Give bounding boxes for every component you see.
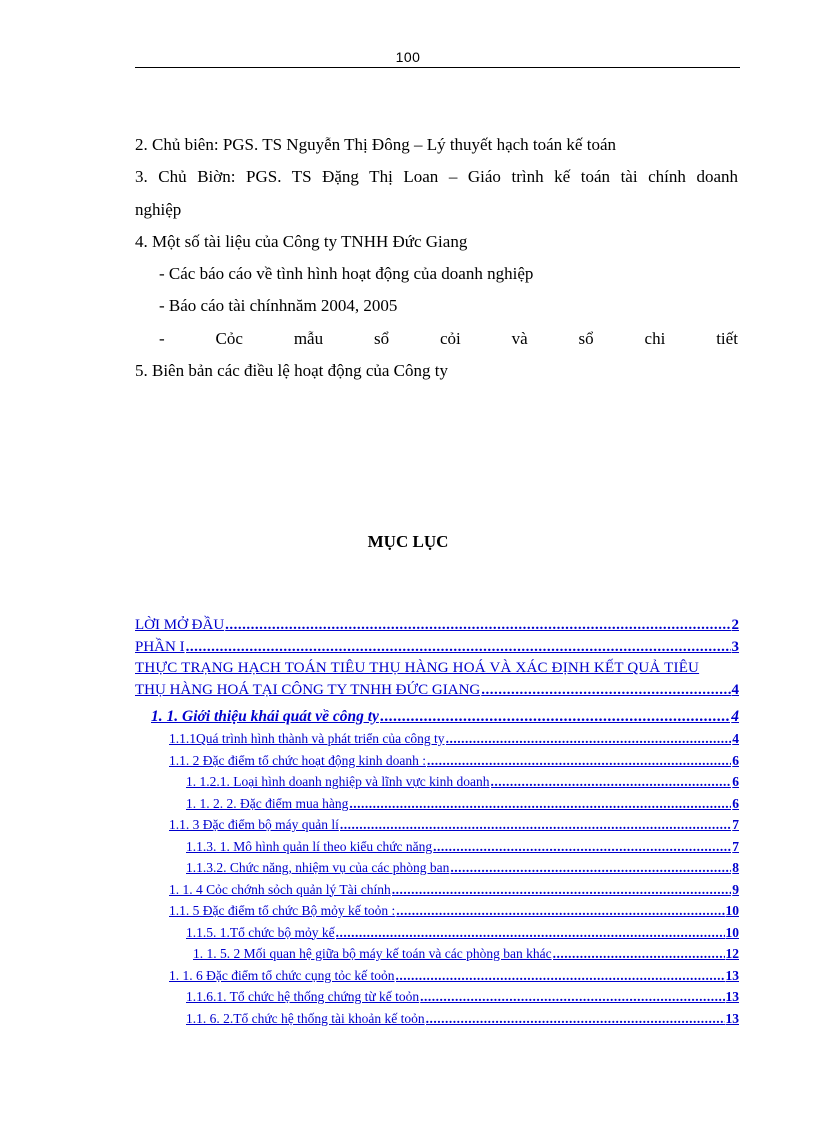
toc-entry-1-1-5-2[interactable] — [135, 946, 739, 968]
toc-leader-dots — [481, 682, 730, 699]
word: chi — [644, 328, 666, 348]
toc-leader-dots — [349, 796, 731, 812]
toc-entry-text: 1.1. 2 Đặc điểm tổ chức hoạt động kinh doanh : — [169, 752, 427, 768]
toc-entry-text: 1.1.1Quá trình hình thành và phát triển của công ty — [169, 731, 445, 746]
toc-entry-page: 4 — [731, 681, 739, 698]
toc-entry-1-1-6-1[interactable] — [135, 989, 739, 1011]
toc-entry-page: 6 — [732, 795, 739, 811]
reference-item-5: 5. Biên bản các điều lệ hoạt động của Công ty — [135, 361, 448, 381]
header-rule — [135, 67, 740, 68]
word: và — [511, 328, 528, 348]
toc-entry-page: 13 — [725, 967, 739, 983]
reference-item-3-line-1: 3. Chủ Biờn: PGS. TS Đặng Thị Loan – Giáo trình kế toán tài chính doanh — [135, 167, 738, 187]
toc-leader-dots — [396, 903, 724, 919]
word: mẫu — [293, 328, 324, 348]
toc-entry-page: 10 — [725, 903, 739, 918]
toc-leader-dots — [433, 839, 731, 855]
toc-entry-page: 13 — [725, 989, 739, 1004]
toc-leader-dots — [446, 731, 732, 747]
toc-entry-1-1-6[interactable] — [135, 968, 739, 990]
toc-entry-phan-i[interactable] — [135, 639, 739, 661]
toc-leader-dots — [450, 860, 731, 876]
toc-leader-dots — [553, 946, 725, 962]
toc-entry-text: 1. 1. 2. 2. Đặc điểm mua hàng — [186, 795, 349, 811]
toc-entry-1-1-3-2[interactable] — [135, 860, 739, 882]
reference-item-2: 2. Chủ biên: PGS. TS Nguyễn Thị Đông – Lý thuyết hạch toán kế toán — [135, 135, 616, 154]
word: sổ — [578, 328, 594, 348]
toc-entry-page: 12 — [725, 946, 739, 961]
toc-entry-page: 10 — [725, 924, 739, 940]
toc-entry-text: 1. 1. 6 Đặc điểm tổ chức cụng tỏc kế toỏn — [169, 967, 395, 983]
toc-entry-text: THỤ HÀNG HOÁ TẠI CÔNG TY TNHH ĐỨC GIANG — [135, 681, 481, 698]
toc-entry-text: PHẦN I — [135, 638, 185, 655]
reference-item-4: 4. Một số tài liệu của Công ty TNHH Đức Giang — [135, 231, 468, 251]
toc-entry-1-1-6-2[interactable] — [135, 1011, 739, 1033]
toc-leader-dots — [426, 1011, 725, 1027]
toc-entry-page: 7 — [732, 838, 739, 854]
toc-entry-text: 1.1. 5 Đặc điểm tổ chức Bộ mỏy kế toỏn : — [169, 903, 396, 918]
toc-entry-1-1-4[interactable] — [135, 882, 739, 904]
toc-entry-text: 1.1.3.2. Chức năng, nhiệm vụ của các phòng ban — [186, 860, 450, 875]
table-of-contents — [135, 617, 739, 1032]
toc-entry-1-1[interactable] — [135, 703, 739, 731]
toc-entry-text: THỰC TRẠNG HẠCH TOÁN TIÊU THỤ HÀNG HOÁ VÀ XÁC ĐỊNH KẾT QUẢ TIÊU — [135, 660, 700, 676]
toc-entry-thuc-trang-line-2[interactable] — [135, 682, 739, 704]
toc-entry-text: 1. 1.2.1. Loại hình doanh nghiệp và lĩnh vực kinh doanh — [186, 774, 490, 789]
toc-entry-text: 1.1.5. 1.Tổ chức bộ mỏy kế — [186, 924, 335, 940]
toc-entry-page: 6 — [732, 752, 739, 768]
toc-leader-dots — [186, 639, 731, 656]
toc-entry-text: LỜI MỞ ĐẦU — [135, 617, 225, 633]
toc-entry-thuc-trang-line-1[interactable] — [135, 660, 739, 682]
toc-leader-dots — [225, 617, 730, 634]
toc-entry-loi-mo-dau[interactable] — [135, 617, 739, 639]
toc-entry-1-1-2-2[interactable] — [135, 796, 739, 818]
toc-entry-page: 7 — [732, 817, 739, 832]
toc-leader-dots — [396, 968, 725, 984]
word: Cỏc — [215, 328, 243, 348]
toc-entry-text: 1. 1. 4 Cỏc chớnh sỏch quản lý Tài chính — [169, 881, 391, 897]
toc-entry-text: 1.1. 6. 2.Tổ chức hệ thống tài khoản kế toỏn — [186, 1010, 425, 1026]
page-number: 100 — [395, 49, 421, 65]
toc-entry-1-1-1[interactable] — [135, 731, 739, 753]
toc-entry-page: 6 — [732, 774, 739, 789]
toc-entry-text: 1. 1. Giới thiệu khái quát về công ty — [151, 708, 379, 725]
reference-item-4-sub-1: - Các báo cáo về tình hình hoạt động của doanh nghiệp — [159, 264, 534, 284]
toc-entry-1-1-5-1[interactable] — [135, 925, 739, 947]
toc-entry-page: 2 — [731, 617, 739, 633]
toc-leader-dots — [380, 708, 730, 726]
toc-entry-text: 1.1. 3 Đặc điểm bộ máy quản lí — [169, 817, 339, 832]
toc-leader-dots — [336, 925, 725, 941]
toc-entry-text: 1.1.6.1. Tổ chức hệ thống chứng từ kế toỏn — [186, 989, 420, 1004]
toc-entry-1-1-2-1[interactable] — [135, 774, 739, 796]
toc-leader-dots — [420, 989, 724, 1005]
toc-leader-dots — [427, 753, 731, 769]
toc-entry-page: 8 — [732, 860, 739, 875]
toc-leader-dots — [392, 882, 732, 898]
toc-entry-1-1-2[interactable] — [135, 753, 739, 775]
toc-entry-1-1-5[interactable] — [135, 903, 739, 925]
toc-entry-page: 4 — [732, 731, 739, 746]
toc-entry-text: 1. 1. 5. 2 Mối quan hệ giữa bộ máy kế toán và các phòng ban khác — [193, 946, 552, 961]
references-section — [135, 129, 738, 387]
toc-title: MỤC LỤC — [367, 532, 449, 551]
toc-entry-page: 9 — [732, 881, 739, 897]
toc-entry-page: 4 — [731, 708, 739, 725]
toc-entry-1-1-3-1[interactable] — [135, 839, 739, 861]
toc-entry-page: 3 — [731, 638, 739, 655]
reference-item-3-line-2: nghiệp — [135, 199, 182, 219]
toc-entry-1-1-3[interactable] — [135, 817, 739, 839]
toc-entry-text: 1.1.3. 1. Mô hình quản lí theo kiểu chức năng — [186, 838, 433, 854]
toc-entry-page: 13 — [725, 1010, 739, 1026]
word: sổ — [373, 328, 390, 348]
word: tiết — [716, 328, 738, 348]
word: - — [159, 328, 165, 348]
toc-leader-dots — [491, 774, 732, 790]
toc-leader-dots — [340, 817, 731, 833]
reference-item-4-sub-2: - Báo cáo tài chínhnăm 2004, 2005 — [159, 296, 398, 316]
reference-item-4-sub-3 — [135, 323, 738, 355]
word: cỏi — [439, 328, 461, 348]
